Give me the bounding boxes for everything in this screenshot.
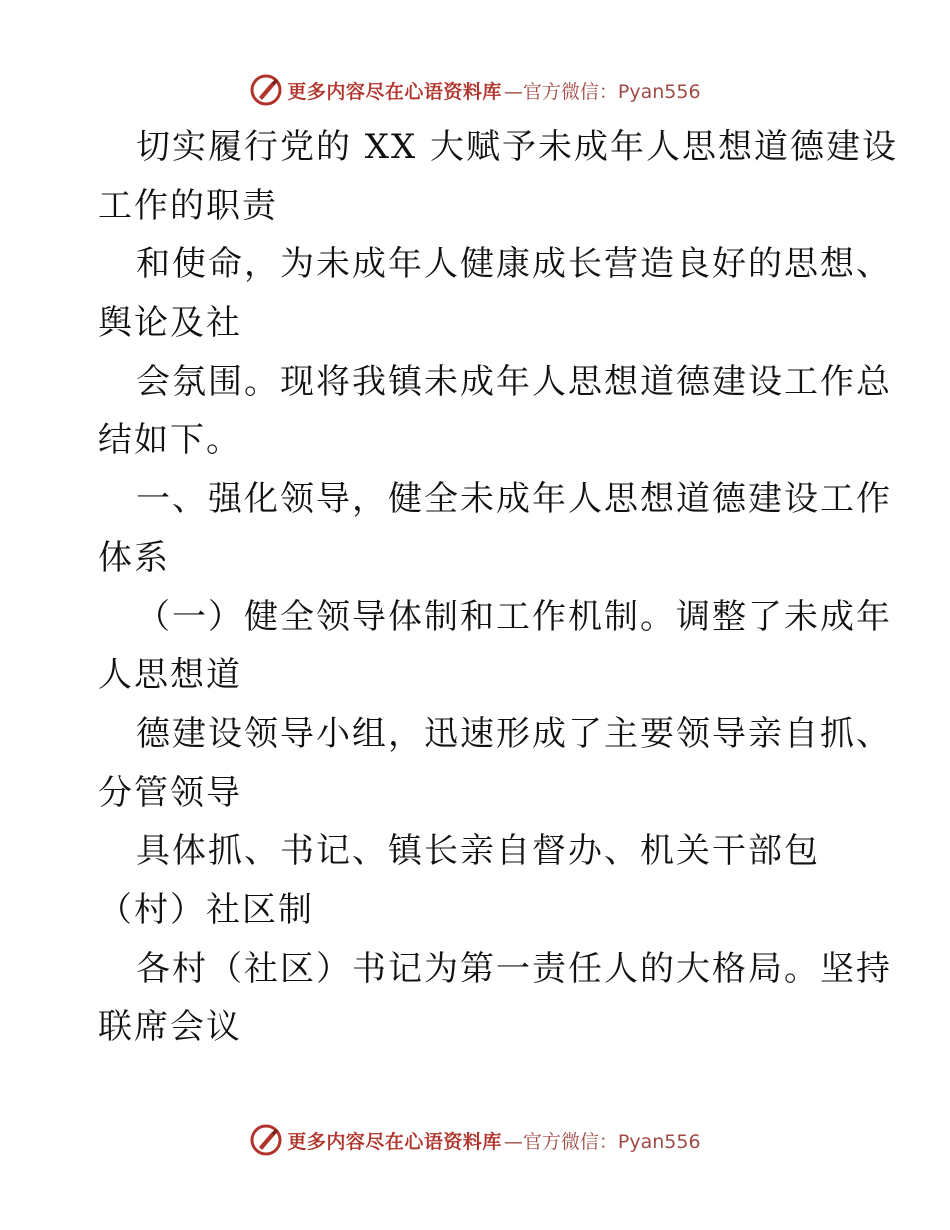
body-line: （一）健全领导体制和工作机制。调整了未成年 [136, 596, 892, 637]
body-line: 结如下。 [98, 420, 242, 461]
pen-logo-icon [249, 1123, 283, 1157]
body-line: 舆论及社 [98, 303, 242, 344]
body-line: 工作的职责 [98, 185, 278, 226]
body-line: 会氛围。现将我镇未成年人思想道德建设工作总 [136, 361, 892, 402]
body-line: 各村（社区）书记为第一责任人的大格局。坚持 [136, 948, 892, 989]
body-line: 人思想道 [98, 655, 242, 696]
footer-watermark-banner [0, 1122, 950, 1158]
body-line: 具体抓、书记、镇长亲自督办、机关干部包 [136, 831, 820, 872]
body-line: 和使命，为未成年人健康成长营造良好的思想、 [136, 244, 892, 285]
header-watermark-banner [0, 72, 950, 108]
body-line: （村）社区制 [98, 889, 314, 930]
footer-brand-text: 更多内容尽在心语资料库 [287, 1130, 502, 1153]
body-line: 联席会议 [98, 1007, 242, 1048]
document-body [98, 118, 899, 1057]
section-heading-cont: 体系 [98, 537, 170, 578]
pen-logo-icon [249, 73, 283, 107]
body-line: 德建设领导小组，迅速形成了主要领导亲自抓、 [136, 713, 892, 754]
header-brand-text: 更多内容尽在心语资料库 [287, 80, 502, 103]
body-line: 分管领导 [98, 772, 242, 813]
body-line: 切实履行党的 XX 大赋予未成年人思想道德建设 [136, 127, 899, 167]
footer-contact-text: —官方微信：Pyan556 [503, 1130, 701, 1153]
section-heading: 一、强化领导，健全未成年人思想道德建设工作 [136, 479, 892, 520]
header-contact-text: —官方微信：Pyan556 [503, 80, 701, 103]
